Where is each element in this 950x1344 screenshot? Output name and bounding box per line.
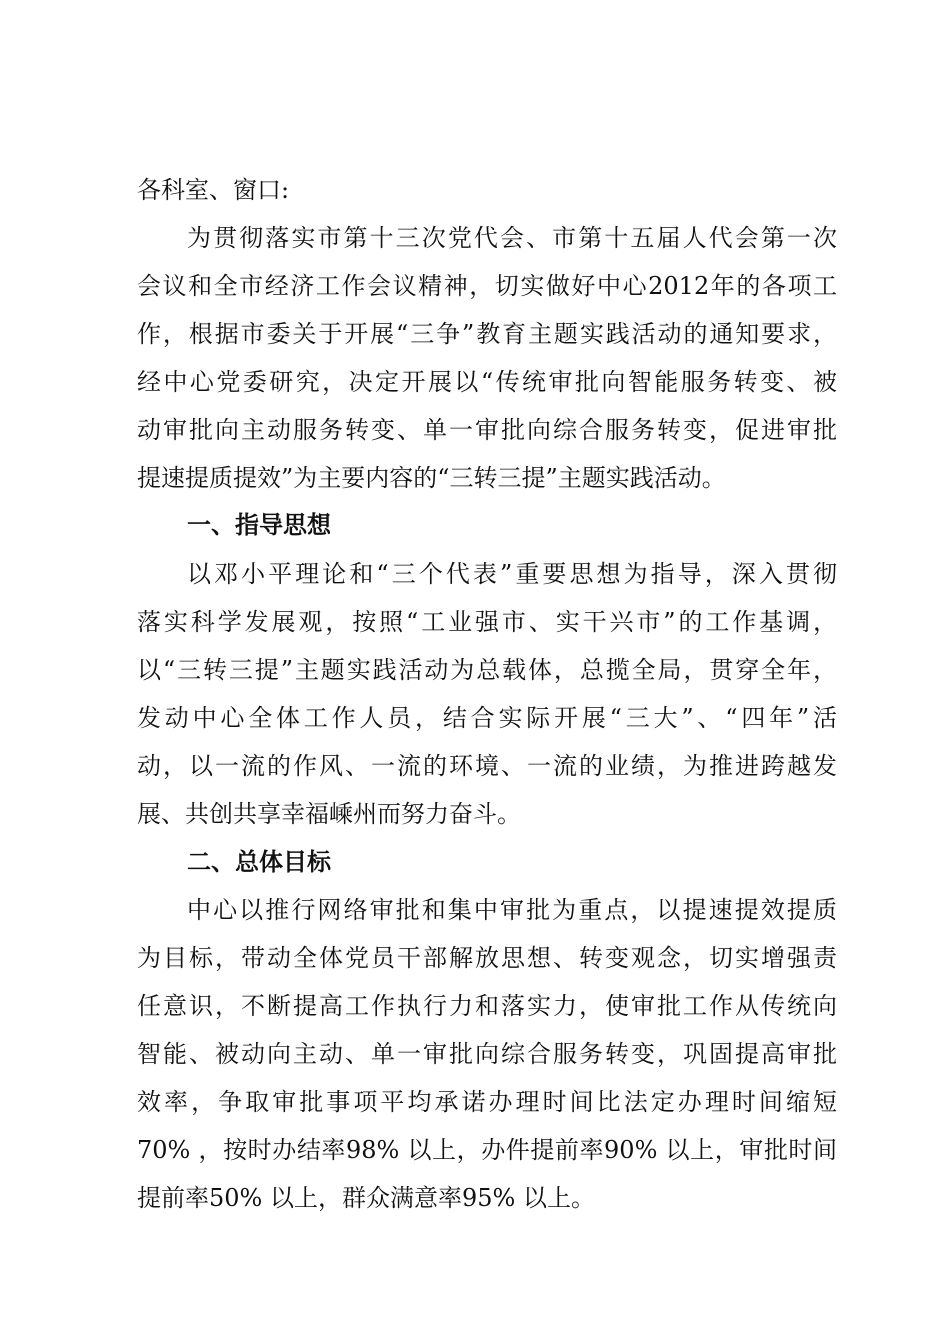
section2-line: 中心以推行网络审批和集中审批为重点，以提速提效提质 bbox=[187, 896, 837, 924]
section1-line: 动，以一流的作风、一流的环境、一流的业绩，为推进跨越发 bbox=[137, 752, 837, 780]
section2-line: 提前率50% 以上，群众满意率95% 以上。 bbox=[137, 1184, 595, 1212]
section1-line: 落实科学发展观，按照“工业强市、实干兴市”的工作基调， bbox=[137, 608, 837, 636]
salutation: 各科室、窗口: bbox=[137, 176, 290, 204]
intro-line: 作，根据市委关于开展“三争”教育主题实践活动的通知要求， bbox=[137, 320, 837, 348]
intro-line: 提速提质提效”为主要内容的“三转三提”主题实践活动。 bbox=[137, 464, 726, 492]
section1-line: 以“三转三提”主题实践活动为总载体，总揽全局，贯穿全年， bbox=[137, 656, 837, 684]
section1-line: 以邓小平理论和“三个代表”重要思想为指导，深入贯彻 bbox=[187, 560, 837, 588]
section1-line: 展、共创共享幸福嵊州而努力奋斗。 bbox=[137, 800, 521, 828]
section-heading-guiding-ideology: 一、指导思想 bbox=[187, 511, 331, 539]
section2-line: 智能、被动向主动、单一审批向综合服务转变，巩固提高审批 bbox=[137, 1040, 837, 1068]
section2-line: 效率，争取审批事项平均承诺办理时间比法定办理时间缩短 bbox=[137, 1088, 837, 1116]
section1-line: 发动中心全体工作人员，结合实际开展“三大”、“四年”活 bbox=[137, 704, 837, 732]
intro-line: 为贯彻落实市第十三次党代会、市第十五届人代会第一次 bbox=[187, 224, 837, 252]
section-heading-overall-goals: 二、总体目标 bbox=[187, 848, 331, 876]
section2-line: 任意识，不断提高工作执行力和落实力，使审批工作从传统向 bbox=[137, 992, 837, 1020]
intro-line: 动审批向主动服务转变、单一审批向综合服务转变，促进审批 bbox=[137, 416, 837, 444]
section2-line: 70% ，按时办结率98% 以上，办件提前率90% 以上，审批时间 bbox=[137, 1136, 837, 1164]
intro-line: 经中心党委研究，决定开展以“传统审批向智能服务转变、被 bbox=[137, 368, 837, 396]
section2-line: 为目标，带动全体党员干部解放思想、转变观念，切实增强责 bbox=[137, 944, 837, 972]
intro-line: 会议和全市经济工作会议精神，切实做好中心2012年的各项工 bbox=[137, 272, 837, 300]
